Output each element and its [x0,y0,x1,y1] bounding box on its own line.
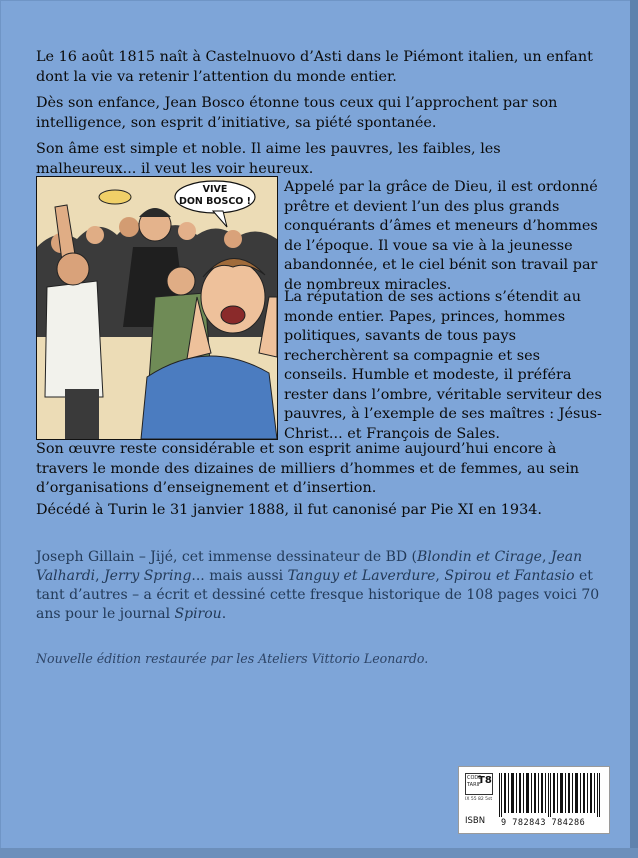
restored-edition-note: Nouvelle édition restaurée par les Ateliers Vittorio Leonardo. [36,651,429,666]
barcode-label [458,766,610,834]
distributor-code: IX 55 82 5st [465,797,493,802]
tarif-code: T8 [478,775,492,786]
speech-line-1: VIVE [202,184,228,195]
credits-text-a: Joseph Gillain – Jijé, cet immense dessinateur de BD ( [36,549,418,565]
paragraph-soul: Son âme est simple et noble. Il aime les pauvres, les faibles, les malheureux... il veut les voir heureux. [36,141,501,177]
paragraph-reputation: La réputation de ses actions s’étendit au monde entier. Papes, princes, hommes politiques, savants de tous pays recherchèrent sa compagnie et ses conseils. Humble et modeste, il préféra rester dans l’ombre, véritable serviteur des pauvres, à l’exemple de ses maîtres : Jésus-Christ... et François de Sales. [284,289,602,442]
cover-edge-bottom [0,848,638,858]
title-spirou: Spirou [174,606,222,622]
tarif-code-box: CODE TARIF [465,773,493,795]
paragraph-death: Décédé à Turin le 31 janvier 1888, il fut canonisé par Pie XI en 1934. [36,502,542,518]
title-jerry-spring: Jerry Spring [104,568,192,584]
credits-text-g: . [221,606,227,622]
isbn-label: ISBN [465,816,486,826]
cover-edge [630,0,638,858]
paragraph-legacy: Son œuvre reste considérable et son esprit anime aujourd’hui encore à travers le monde des dizaines de milliers d’hommes et de femmes, au sein d’organisations d’enseignement et d’insertion. [36,441,580,496]
credits-text-d: ... mais aussi [191,568,288,584]
credits-text-c: , [95,568,105,584]
speech-line-2: DON BOSCO ! [178,196,252,207]
author-credits [36,548,606,624]
comic-panel-illustration [36,176,278,440]
title-blondin: Blondin et Cirage [417,549,542,565]
credits-text-b: , [541,549,551,565]
title-valhardi: Jean Valhardi [36,549,583,584]
paragraph-vocation: Appelé par la grâce de Dieu, il est ordonné prêtre et devient l’un des plus grands conquérants d’âmes et meneurs d’hommes de l’époque. Il voue sa vie à la jeunesse abandonnée, et le ciel bénit son travail par de nombreux miracles. [284,179,598,293]
title-tanguy: Tanguy et Laverdure [287,568,436,584]
isbn-number: 9 782843 784286 [501,818,586,828]
credits-text-e: , [435,568,445,584]
paragraph-childhood: Dès son enfance, Jean Bosco étonne tous ceux qui l’approchent par son intelligence, son esprit d’initiative, sa piété spontanée. [36,95,558,131]
credits-text-f: et tant d’autres – a écrit et dessiné cette fresque historique de 108 pages voici 70 ans pour le journal [36,568,600,622]
title-spirou-fantasio: Spirou et Fantasio [444,568,575,584]
barcode-graphic [497,773,603,817]
speech-bubble-text [176,184,254,208]
paragraph-birth: Le 16 août 1815 naît à Castelnuovo d’Asti dans le Piémont italien, un enfant dont la vie va retenir l’attention du monde entier. [36,49,593,85]
